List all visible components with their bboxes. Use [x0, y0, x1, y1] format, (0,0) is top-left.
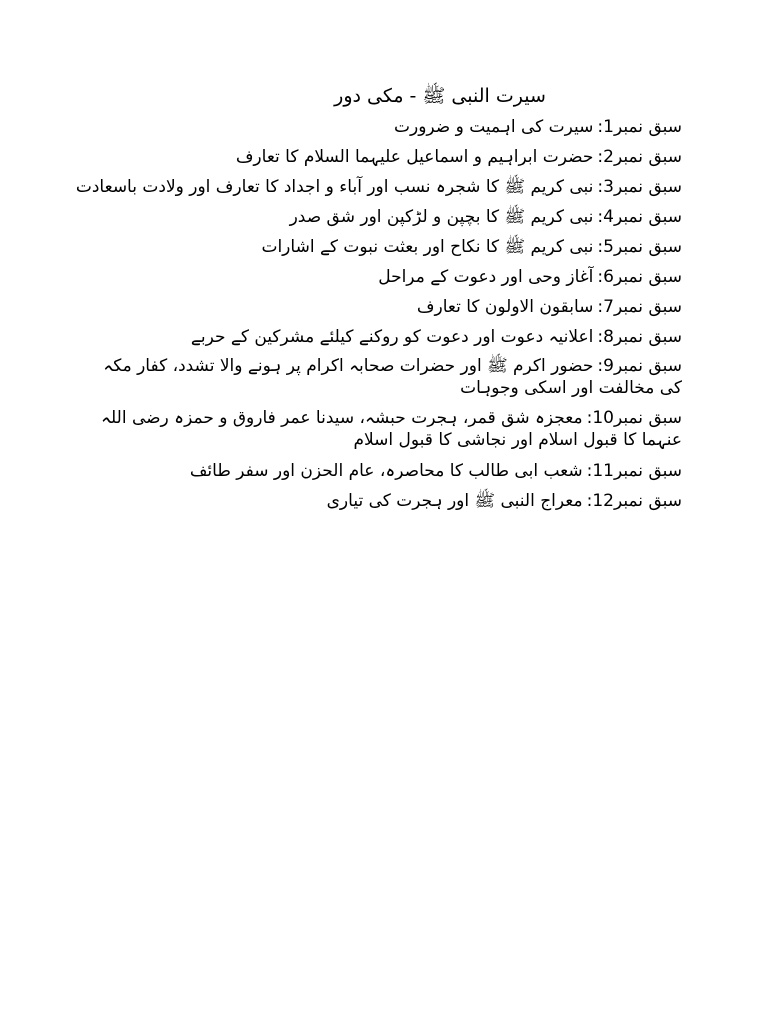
lesson-list	[75, 112, 682, 516]
lesson-text: سیرت کی اہمیت و ضرورت	[393, 117, 594, 137]
lesson-item	[82, 112, 682, 142]
lesson-text: سابقون الاولون کا تعارف	[416, 297, 594, 317]
lesson-item	[82, 292, 682, 322]
lesson-label: سبق نمبر10:	[586, 408, 682, 428]
lesson-text: معراج النبی ﷺ اور ہجرت کی تیاری	[326, 491, 583, 511]
lesson-text: آغاز وحی اور دعوت کے مراحل	[378, 267, 594, 287]
lesson-label: سبق نمبر7:	[597, 297, 682, 317]
lesson-item	[82, 322, 682, 352]
lesson-text: نبی کریم ﷺ کا شجرہ نسب اور آباء و اجداد کا تعارف اور ولادت باسعادت	[75, 177, 594, 197]
document-title: سیرت النبی ﷺ - مکی دور	[334, 85, 546, 107]
lesson-item	[82, 142, 682, 172]
lesson-text: شعب ابی طالب کا محاصرہ، عام الحزن اور سفر طائف	[189, 461, 583, 481]
lesson-item	[82, 202, 682, 232]
lesson-label: سبق نمبر9:	[597, 356, 682, 376]
lesson-item	[82, 404, 682, 456]
lesson-item	[82, 232, 682, 262]
lesson-label: سبق نمبر5:	[597, 237, 682, 257]
lesson-item	[82, 456, 682, 486]
lesson-text: حضور اکرم ﷺ اور حضرات صحابہ اکرام پر ہونے والا تشدد، کفار مکہ کی مخالفت اور اسکی وجوہات	[103, 356, 682, 398]
lesson-text: نبی کریم ﷺ کا بچپن و لڑکپن اور شق صدر	[289, 207, 594, 227]
lesson-item	[82, 352, 682, 404]
lesson-label: سبق نمبر2:	[597, 147, 682, 167]
lesson-label: سبق نمبر12:	[586, 491, 682, 511]
lesson-label: سبق نمبر1:	[597, 117, 682, 137]
lesson-text: معجزہ شق قمر، ہجرت حبشہ، سیدنا عمر فاروق و حمزہ رضی اللہ عنہما کا قبول اسلام اور نجاشی کا قبول اسلام	[101, 408, 682, 450]
lesson-label: سبق نمبر3:	[597, 177, 682, 197]
lesson-item	[82, 486, 682, 516]
lesson-text: حضرت ابراہیم و اسماعیل علیہما السلام کا تعارف	[235, 147, 594, 167]
lesson-label: سبق نمبر6:	[597, 267, 682, 287]
lesson-item	[75, 172, 682, 202]
lesson-label: سبق نمبر11:	[586, 461, 682, 481]
lesson-label: سبق نمبر8:	[597, 327, 682, 347]
lesson-text: نبی کریم ﷺ کا نکاح اور بعثت نبوت کے اشارات	[261, 237, 594, 257]
lesson-label: سبق نمبر4:	[597, 207, 682, 227]
lesson-text: اعلانیہ دعوت اور دعوت کو روکنے کیلئے مشرکین کے حربے	[190, 327, 594, 347]
lesson-item	[82, 262, 682, 292]
